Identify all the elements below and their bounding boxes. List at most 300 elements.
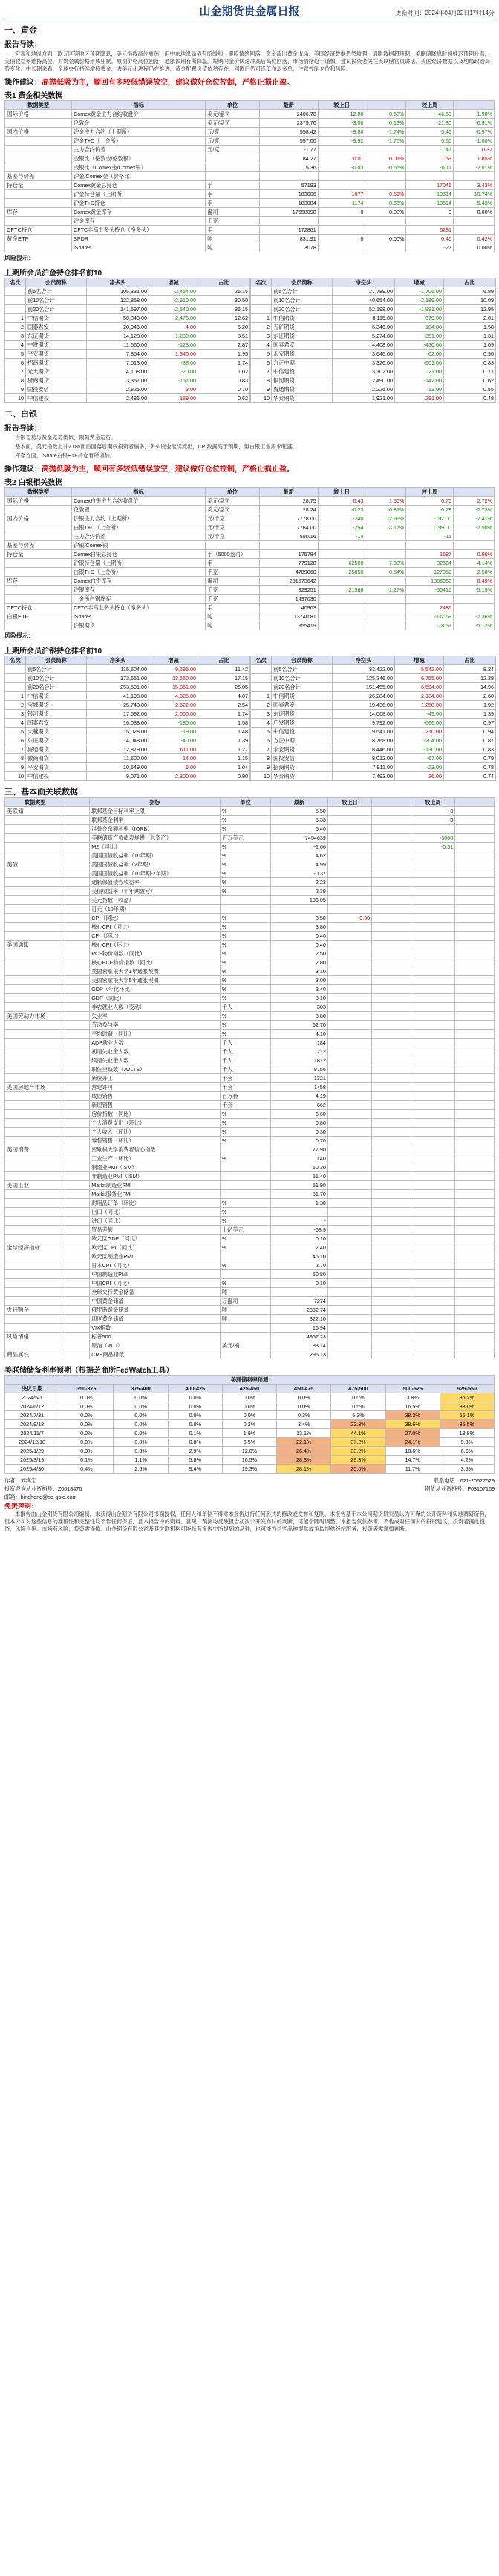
table-row [5,985,495,994]
fedwatch-cell: 25.0% [331,1465,385,1474]
table-cell [5,1092,65,1101]
rank-cell: 3,357.00 [87,376,149,385]
table-cell [65,967,90,976]
table-cell: CFTC持仓 [5,226,72,235]
rank-header-cell: 占比 [444,656,496,665]
table-cell: 风险情绪 [5,1333,65,1341]
rank-cell [5,683,26,692]
rank-cell: 0.87 [444,736,496,745]
table-row [5,1030,495,1039]
table-cell: 6.60 [271,1110,328,1119]
table-cell [455,1012,495,1021]
table-cell: % [220,1154,270,1163]
table-cell: 白银T+D（上金所） [72,523,206,532]
table-cell [327,1128,371,1137]
fedwatch-cell: 2025/3/19 [5,1456,59,1465]
rank-row [5,736,250,745]
table-row [5,825,495,834]
rank-cell: 19,436.00 [333,701,395,710]
table-cell: 590.16 [259,532,318,541]
table-cell: -25850 [318,568,365,577]
table-cell [5,1074,65,1083]
table-cell: 3.80 [271,1012,328,1021]
table-row [5,217,495,226]
table-cell: 房价指数（同比） [90,1110,221,1119]
rank-cell [251,296,272,305]
rank-cell: 1 [5,314,26,323]
table-cell: 续请失业金人数 [90,1056,221,1065]
rank-cell [251,674,272,683]
table-cell: Comex黄金主力合约收盘价 [72,110,206,119]
table-cell: 4789060 [259,568,318,577]
table-cell [455,1145,495,1154]
rank-header-cell: 占比 [198,278,250,287]
fedwatch-cell: 19.3% [222,1465,276,1474]
table-cell: -2.27% [365,586,406,595]
table-cell [455,1128,495,1137]
gold-rank-tables [4,278,495,403]
fedwatch-table [4,1375,495,1474]
table-cell: 7274 [271,1297,328,1306]
rank-cell: 25.05 [198,683,250,692]
fedwatch-cell: 9.4% [168,1465,222,1474]
rank-cell: 9 [5,763,26,772]
fedwatch-cell: 6.5% [222,1438,276,1447]
table-cell: -0.23 [318,506,365,514]
rank-cell: 平安期货 [26,350,87,359]
table-cell [455,843,495,851]
fedwatch-cell: 0.0% [277,1402,331,1411]
table-cell: 沪银期货 [72,621,206,630]
table-row [5,577,495,586]
table-cell [65,1163,90,1172]
fedwatch-cell: 22.1% [277,1438,331,1447]
rank-cell: 3,326.00 [333,359,395,367]
table-cell [372,1190,411,1199]
rank-cell: 5 [251,728,272,736]
rank-cell: -62.00 [395,350,444,359]
rank-cell: 4,325.00 [149,692,198,701]
table-cell: 国际价格 [5,110,72,119]
table-cell: % [220,1119,270,1128]
table-cell [5,1315,65,1324]
table-cell [372,932,411,941]
table-cell: % [220,869,270,878]
table-cell [365,577,406,586]
table-cell: 吨 [206,243,259,252]
table-cell [65,1039,90,1047]
report-footer [4,1477,495,1533]
table-cell: 0.00% [454,243,495,252]
table-cell: 28.24 [259,506,318,514]
table-cell [65,1110,90,1119]
table-row [5,137,495,146]
table-cell [65,843,90,851]
rank-cell: 1.15 [198,754,250,763]
rank-cell: 9,541.00 [333,728,395,736]
rank-cell: 招商期货 [272,763,333,772]
table-cell [372,834,411,843]
table-cell [411,887,454,896]
table-cell: Comex白银总持仓 [72,550,206,559]
table-cell [372,967,411,976]
table-cell [327,1252,371,1261]
table-cell: 183084 [259,199,318,208]
table-cell [372,923,411,932]
fedwatch-cell: 0.0% [114,1402,168,1411]
rank-cell: 105,331.00 [87,287,149,296]
column-header [454,488,495,497]
table-cell [411,932,454,941]
table-row [5,146,495,154]
table-cell: 失业率 [90,1012,221,1021]
table-cell: % [220,816,270,825]
table-cell: 沪金/Comex金（价格比） [72,172,206,181]
rank-cell: 14.96 [444,683,496,692]
table-cell [5,1039,65,1047]
table-cell: 盎司 [206,208,259,217]
rank-cell: 东证期货 [272,710,333,719]
fedwatch-cell: 13.1% [277,1429,331,1438]
table-cell [455,834,495,843]
rank-cell: 国投安信 [272,754,333,763]
table-row [5,172,495,181]
table-cell [411,1065,454,1074]
table-row [5,834,495,843]
rank-cell: 8,446.00 [333,745,395,754]
table-cell: -62500 [318,559,365,568]
table-cell [455,807,495,816]
table-cell [327,1350,371,1359]
table-cell: 核心CPI（同比） [90,923,221,932]
silver-guide-text-3: 库存方面，iShare白银ETF持仓有所增加。 [15,452,115,459]
table-cell [5,1172,65,1181]
table-cell [454,532,495,541]
fedwatch-cell: 0.0% [59,1420,114,1429]
fedwatch-cell: 38.6% [385,1420,440,1429]
table-cell: 吨 [206,621,259,630]
column-header: 500-525 [385,1385,440,1393]
table-cell [5,1341,65,1350]
fedwatch-cell: 0.0% [59,1438,114,1447]
table-cell: Markit制造业PMI [90,1181,221,1190]
rank-cell: 25,748.00 [87,701,149,710]
silver-table-title: 表2 白银相关数据 [4,479,63,487]
table-cell [411,1110,454,1119]
table-cell [220,896,270,905]
table-cell [372,958,411,967]
table-cell [454,172,495,181]
table-row [5,1235,495,1243]
rank-header-cell: 名次 [251,656,272,665]
rank-cell: 3.00 [149,385,198,394]
table-cell [327,941,371,949]
column-header: 决议日期 [5,1385,59,1393]
table-cell: 7454639 [271,834,328,843]
gold-rank-long [4,278,250,403]
table-cell [5,1199,65,1208]
table-cell: 个人收入（环比） [90,1128,221,1137]
table-cell: 元/克 [206,137,259,146]
table-cell [455,1226,495,1235]
table-cell: 50.30 [271,1163,328,1172]
table-cell: 558.42 [259,128,318,137]
table-cell: 中国制造业PMI [90,1270,221,1279]
table-cell [411,1324,454,1333]
table-cell [65,923,90,932]
rank-cell: 14,068.00 [333,710,395,719]
table-cell: % [220,860,270,869]
table-cell: 手 [206,181,259,190]
table-cell: 美元指数（收盘） [90,896,221,905]
table-cell [327,1181,371,1190]
table-cell: -78.51 [406,621,454,630]
rank-cell: 东证期货 [26,736,87,745]
rank-row [5,394,250,403]
rank-cell: 1.74 [198,710,250,719]
column-header: 数据类型 [5,101,72,110]
rank-cell: 30.50 [198,296,250,305]
table-cell [455,1217,495,1226]
rank-row [5,296,250,305]
rank-cell: 17.15 [198,674,250,683]
rank-cell: 3,102.00 [333,367,395,376]
table-cell [5,914,65,923]
table-cell: 标普500 [90,1333,221,1341]
table-cell: 日本CPI（同比） [90,1261,221,1270]
table-cell: 822.10 [271,1315,328,1324]
table-cell [455,949,495,958]
table-cell: iShares [72,243,206,252]
table-cell [65,1297,90,1306]
rank-cell: 4,408.00 [333,341,395,350]
table-cell [455,860,495,869]
table-cell [455,905,495,914]
table-row [5,1101,495,1110]
rank-cell: 12.62 [198,314,250,323]
rank-cell: -49.00 [395,710,444,719]
rank-cell: 前20名合计 [26,305,87,314]
table-cell [65,1172,90,1181]
table-cell: CFTC非商业多头持仓（净多头） [72,226,206,235]
table-cell: 十亿美元 [220,1226,270,1235]
table-cell [372,1243,411,1252]
rank-cell: -2,189.00 [395,296,444,305]
rank-cell: 0.62 [198,394,250,403]
table-row [5,190,495,199]
rank-row [251,683,496,692]
fedwatch-cell: 9.3% [440,1438,494,1447]
gold-guide-text: 宏观和地缘方面，欧元区等地区预期降息，美元指数高位震荡，但中东地缘局势有所缓和，避险情绪回落，资金流出黄金市场；美国经济数据仍然较强，通胀数据超预期，美联储降息时间推迟预期升温，美债收益率维持高位，对贵金属价格形成压制。原油价格高位回落，通胀预期有所降温。短期内金价快速冲高后高位回落，市场情绪趋于谨慎，建议投资者关注美联储官员讲话、美国经济数据以及地缘政治局势变化。中长期来看，全球央行持续增持黄金，去美元化进程仍在推进，黄金配置价值依然存在，回调后仍可逢低布局多单，注意控制仓位和风险。 [4,50,491,72]
table-cell [406,172,454,181]
table-cell: 印度黄金储备 [90,1315,221,1324]
table-cell [372,1261,411,1270]
table-cell: -3000 [411,834,454,843]
table-cell [220,1333,270,1341]
rank-cell: 11.42 [198,665,250,674]
report-title: 山金期货贵金属日报 [199,5,300,18]
table-cell: 元/千克 [206,523,259,532]
column-header [365,488,406,497]
table-cell [454,541,495,550]
rank-row [5,728,250,736]
table-cell [455,1047,495,1056]
column-header [65,798,90,807]
rank-cell: 12.38 [444,674,496,683]
table-cell: 美联储 [5,807,65,816]
rank-header-cell: 增减 [395,278,444,287]
rank-cell: -679.00 [395,314,444,323]
fedwatch-cell: 2024/9/18 [5,1420,59,1429]
table-cell: 0.76 [406,497,454,506]
rank-header-cell: 名次 [5,278,26,287]
table-row [5,1056,495,1065]
column-header: 425-450 [222,1385,276,1393]
table-cell: -3.17% [365,523,406,532]
table-cell: 手 [206,226,259,235]
rank-cell: 9,695.00 [149,665,198,674]
rank-cell: 中财期货 [26,341,87,350]
table-row [5,860,495,869]
table-cell: 0.37 [454,146,495,154]
table-cell: GDP（年化环比） [90,985,221,994]
fedwatch-row [5,1456,495,1465]
rank-header-cell: 净多头 [87,656,149,665]
table-cell: -240 [318,514,365,523]
rank-row [251,719,496,728]
rank-cell: 中信期货 [272,692,333,701]
rank-row [5,341,250,350]
table-cell: 0.30 [271,1128,328,1137]
rank-cell [5,287,26,296]
table-cell: 基差与价差 [5,541,72,550]
rank-cell: 1.31 [444,332,496,341]
table-cell [455,869,495,878]
silver-advice-text: 高抛低吸为主，顺回有多较低错误放空，建议做好仓位控制，严格止损止盈。 [42,465,294,474]
rank-row [251,376,496,385]
table-cell: 84.27 [259,154,318,163]
table-cell: 0.70 [271,1137,328,1145]
table-cell [65,1235,90,1243]
update-time: 更新时间：2024年04月22日17时14分 [395,10,495,16]
author-label: 作者： [4,1477,21,1484]
rank-row [251,367,496,376]
table-cell: 3.50 [271,914,328,923]
table-cell [220,1181,270,1190]
rank-header-cell: 占比 [198,656,250,665]
table-cell: -0.65% [365,199,406,208]
rank-cell: 20,946.00 [87,323,149,332]
rank-cell: 广发期货 [272,719,333,728]
column-header: 较上周 [406,101,454,110]
table-cell: 0.01 [318,154,365,163]
table-cell [327,1288,371,1297]
table-cell [372,1101,411,1110]
table-cell: - [271,1208,328,1217]
table-cell [365,226,406,235]
gold-rank-title: 上期所会员沪金持仓排名前10 [4,269,102,278]
table-cell: 17046 [406,181,454,190]
gold-section-title: 一、黄金 [4,26,37,35]
rank-cell: 1.27 [198,745,250,754]
table-row [5,905,495,914]
table-cell: 4967.23 [271,1333,328,1341]
table-cell [372,1110,411,1119]
rank-row [5,745,250,754]
gold-advice [4,76,495,87]
rank-cell: 1.58 [444,323,496,332]
table-cell [318,550,365,559]
email-address[interactable]: binghong@sd-gold.com [20,1494,77,1500]
table-cell [372,1279,411,1288]
fedwatch-cell: 16.5% [385,1402,440,1411]
fedwatch-cell: 1.9% [222,1429,276,1438]
table-cell [65,1181,90,1190]
rank-cell: 4 [5,341,26,350]
table-cell: 662 [271,1101,328,1110]
rank-cell: 40,654.00 [333,296,395,305]
table-cell [65,1333,90,1341]
table-cell [411,1047,454,1056]
table-cell [65,985,90,994]
table-cell [372,1137,411,1145]
rank-cell: 前5名合计 [272,665,333,674]
table-row [5,1306,495,1315]
table-row [5,1119,495,1128]
table-cell: 美国通胀 [5,941,65,949]
table-cell [411,1137,454,1145]
rank-cell: 5.20 [198,323,250,332]
table-row [5,1065,495,1074]
table-cell [327,1341,371,1350]
table-row [5,949,495,958]
table-cell: -9.92 [318,137,365,146]
table-cell: 1.53 [406,154,454,163]
table-cell: 上金所白银库存 [72,595,206,604]
table-cell [372,807,411,816]
table-cell: -0.53% [365,110,406,119]
table-row [5,1252,495,1261]
table-cell: Comex白银库存 [72,577,206,586]
table-cell: 库存 [5,577,72,586]
fedwatch-row [5,1420,495,1429]
table-row [5,1083,495,1092]
table-cell [65,1315,90,1324]
table-cell: % [220,878,270,887]
rank-row [5,376,250,385]
table-cell [5,1021,65,1030]
table-cell [327,896,371,905]
table-cell [5,958,65,967]
table-cell [411,905,454,914]
rank-cell: 中信建投 [26,394,87,403]
table-cell: -5.46 [406,128,454,137]
table-cell [327,976,371,985]
table-cell: 2.50 [271,949,328,958]
table-cell: 16.94 [271,1324,328,1333]
table-cell [5,586,72,595]
rank-cell: 10 [5,772,26,781]
table-cell: 欧元区GDP（同比） [90,1235,221,1243]
fedwatch-cell: 0.0% [59,1402,114,1411]
table-cell [372,1021,411,1030]
table-cell [455,1039,495,1047]
gold-rank-short [250,278,496,403]
table-cell: 央行购金 [5,1306,65,1315]
rank-cell: 3 [5,332,26,341]
table-cell [411,1341,454,1350]
table-cell [65,896,90,905]
